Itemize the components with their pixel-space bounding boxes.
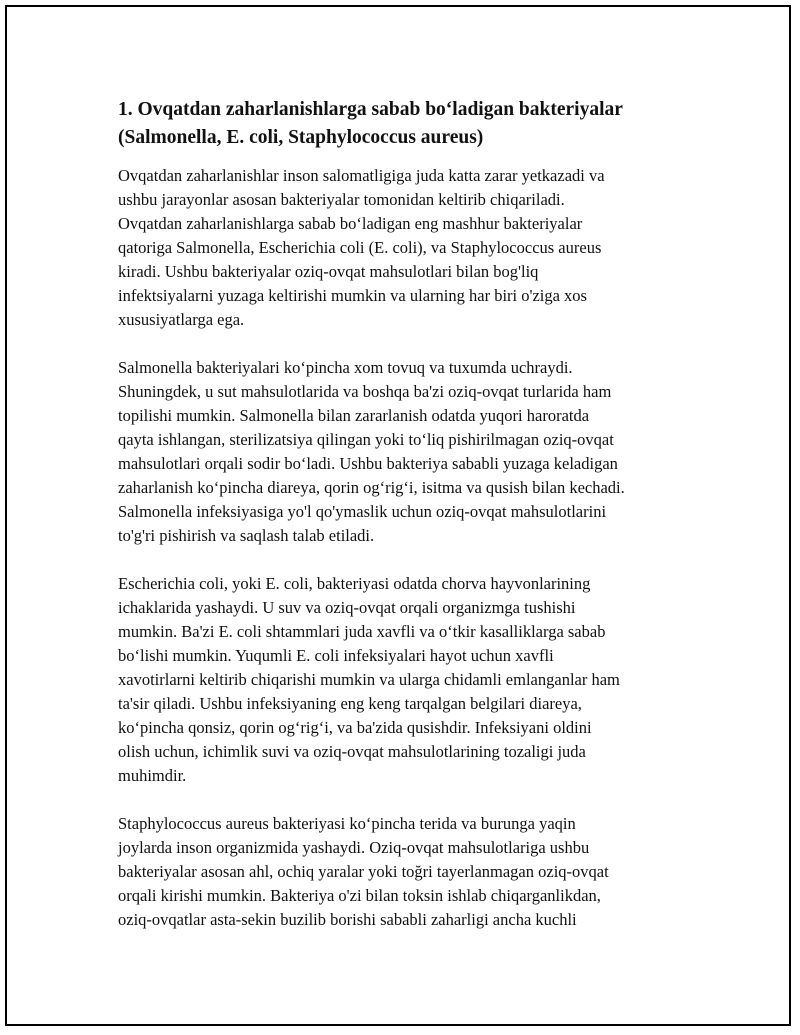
paragraph-line: bakteriyalar asosan ahl, ochiq yaralar yoki toğri tayerlanmagan oziq-ovqat bbox=[118, 862, 609, 881]
paragraph-line: xavotirlarni keltirib chiqarishi mumkin va ularga chidamli emlanganlar ham bbox=[118, 670, 620, 689]
paragraph-salmonella bbox=[118, 356, 698, 548]
paragraph-line: olish uchun, ichimlik suvi va oziq-ovqat mahsulotlarining tozaligi juda bbox=[118, 742, 586, 761]
paragraph-line: qatoriga Salmonella, Escherichia coli (E. coli), va Staphylococcus aureus bbox=[118, 238, 602, 257]
paragraph-line: kiradi. Ushbu bakteriyalar oziq-ovqat mahsulotlari bilan bog'liq bbox=[118, 262, 539, 281]
paragraph-line: infektsiyalarni yuzaga keltirishi mumkin va ularning har biri o'ziga xos bbox=[118, 286, 587, 305]
paragraph-line: Salmonella bakteriyalari ko‘pincha xom tovuq va tuxumda uchraydi. bbox=[118, 358, 573, 377]
paragraph-line: ushbu jarayonlar asosan bakteriyalar tomonidan keltirib chiqariladi. bbox=[118, 190, 565, 209]
paragraph-line: joylarda inson organizmida yashaydi. Oziq-ovqat mahsulotlariga ushbu bbox=[118, 838, 590, 857]
heading-line: 1. Ovqatdan zaharlanishlarga sabab bo‘ladigan bakteriyalar bbox=[118, 99, 623, 120]
paragraph-line: Ovqatdan zaharlanishlarga sabab bo‘ladigan eng mashhur bakteriyalar bbox=[118, 214, 583, 233]
document-body bbox=[118, 96, 698, 956]
paragraph-line: mumkin. Ba'zi E. coli shtammlari juda xavfli va o‘tkir kasalliklarga sabab bbox=[118, 622, 606, 641]
paragraph-line: Shuningdek, u sut mahsulotlarida va boshqa ba'zi oziq-ovqat turlarida ham bbox=[118, 382, 612, 401]
paragraph-line: orqali kirishi mumkin. Bakteriya o'zi bilan toksin ishlab chiqarganlikdan, bbox=[118, 886, 601, 905]
section-heading bbox=[118, 96, 698, 152]
paragraph-line: bo‘lishi mumkin. Yuqumli E. coli infeksiyalari hayot uchun xavfli bbox=[118, 646, 554, 665]
paragraph-line: topilishi mumkin. Salmonella bilan zararlanish odatda yuqori haroratda bbox=[118, 406, 590, 425]
paragraph-line: qayta ishlangan, sterilizatsiya qilingan yoki to‘liq pishirilmagan oziq-ovqat bbox=[118, 430, 614, 449]
paragraph-line: oziq-ovqatlar asta-sekin buzilib borishi sababli zaharligi ancha kuchli bbox=[118, 910, 577, 929]
paragraph-line: zaharlanish ko‘pincha diareya, qorin og‘rig‘i, isitma va qusish bilan kechadi. bbox=[118, 478, 625, 497]
paragraph-ecoli bbox=[118, 572, 698, 788]
paragraph-intro bbox=[118, 164, 698, 332]
paragraph-line: Staphylococcus aureus bakteriyasi ko‘pincha terida va burunga yaqin bbox=[118, 814, 576, 833]
paragraph-line: to'g'ri pishirish va saqlash talab etiladi. bbox=[118, 526, 375, 545]
paragraph-line: ko‘pincha qonsiz, qorin og‘rig‘i, va ba'zida qusishdir. Infeksiyani oldini bbox=[118, 718, 592, 737]
paragraph-line: ichaklarida yashaydi. U suv va oziq-ovqat orqali organizmga tushishi bbox=[118, 598, 576, 617]
heading-line: (Salmonella, E. coli, Staphylococcus aureus) bbox=[118, 127, 484, 148]
paragraph-line: Ovqatdan zaharlanishlar inson salomatligiga juda katta zarar yetkazadi va bbox=[118, 166, 605, 185]
paragraph-line: muhimdir. bbox=[118, 766, 187, 785]
paragraph-line: Salmonella infeksiyasiga yo'l qo'ymaslik uchun oziq-ovqat mahsulotlarini bbox=[118, 502, 607, 521]
paragraph-line: ta'sir qiladi. Ushbu infeksiyaning eng keng tarqalgan belgilari diareya, bbox=[118, 694, 582, 713]
paragraph-line: xususiyatlarga ega. bbox=[118, 310, 245, 329]
paragraph-line: Escherichia coli, yoki E. coli, bakteriyasi odatda chorva hayvonlarining bbox=[118, 574, 591, 593]
paragraph-staphylococcus bbox=[118, 812, 698, 932]
paragraph-line: mahsulotlari orqali sodir bo‘ladi. Ushbu bakteriya sababli yuzaga keladigan bbox=[118, 454, 618, 473]
